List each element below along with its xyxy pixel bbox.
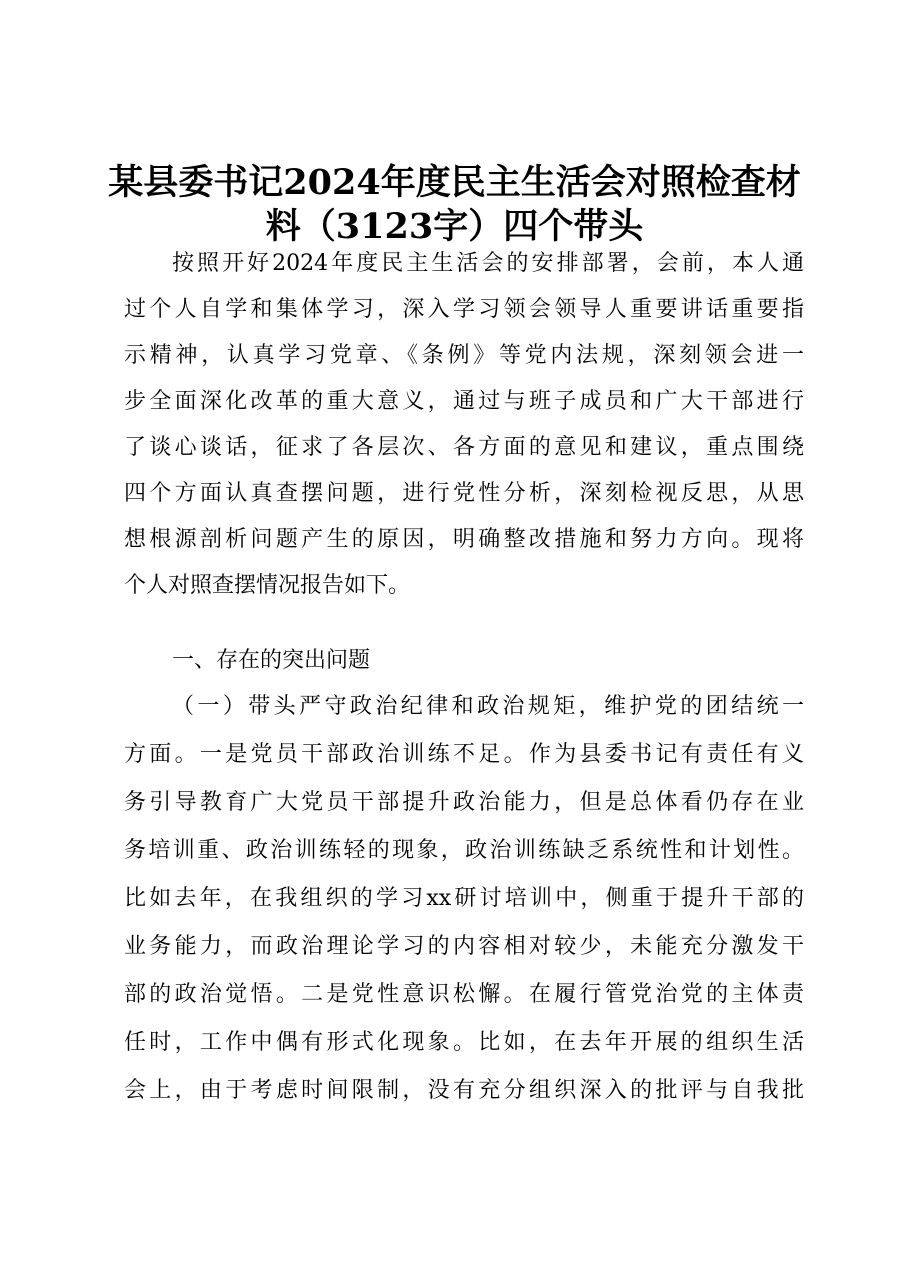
paragraph-line: 部的政治觉悟。二是党性意识松懈。在履行管党治党的主体责 bbox=[124, 982, 804, 1007]
paragraph-line: 过个人自学和集体学习，深入学习领会领导人重要讲话重要指 bbox=[124, 297, 804, 322]
paragraph-line: 个人对照查摆情况报告如下。 bbox=[124, 573, 411, 598]
document-title-line-1: 某县委书记2024年度民主生活会对照检查材 bbox=[108, 162, 801, 203]
paragraph-line: 想根源剖析问题产生的原因，明确整改措施和努力方向。现将 bbox=[124, 527, 804, 552]
paragraph-line: 按照开好2024年度民主生活会的安排部署，会前，本人通 bbox=[172, 251, 804, 276]
paragraph-line: 务培训重、政治训练轻的现象，政治训练缺乏系统性和计划性。 bbox=[124, 838, 804, 863]
document-title-line-2: 料（3123字）四个带头 bbox=[265, 206, 644, 247]
paragraph-line: 会上，由于考虑时间限制，没有充分组织深入的批评与自我批 bbox=[124, 1078, 804, 1103]
paragraph-line: 比如去年，在我组织的学习xx研讨培训中，侧重于提升干部的 bbox=[124, 886, 804, 911]
paragraph-line: 务引导教育广大党员干部提升政治能力，但是总体看仍存在业 bbox=[124, 790, 804, 815]
paragraph-line: 四个方面认真查摆问题，进行党性分析，深刻检视反思，从思 bbox=[124, 481, 804, 506]
section-heading: 一、存在的突出问题 bbox=[172, 648, 371, 673]
paragraph-line: 示精神，认真学习党章、《条例》等党内法规，深刻领会进一 bbox=[124, 343, 804, 368]
paragraph-line: 业务能力，而政治理论学习的内容相对较少，未能充分激发干 bbox=[124, 934, 804, 959]
paragraph-line: 了谈心谈话，征求了各层次、各方面的意见和建议，重点围绕 bbox=[124, 435, 804, 460]
paragraph-line: （一）带头严守政治纪律和政治规矩，维护党的团结统一 bbox=[172, 694, 804, 719]
paragraph-line: 任时，工作中偶有形式化现象。比如，在去年开展的组织生活 bbox=[124, 1030, 804, 1055]
paragraph-line: 步全面深化改革的重大意义，通过与班子成员和广大干部进行 bbox=[124, 389, 804, 414]
paragraph-line: 方面。一是党员干部政治训练不足。作为县委书记有责任有义 bbox=[124, 742, 804, 767]
